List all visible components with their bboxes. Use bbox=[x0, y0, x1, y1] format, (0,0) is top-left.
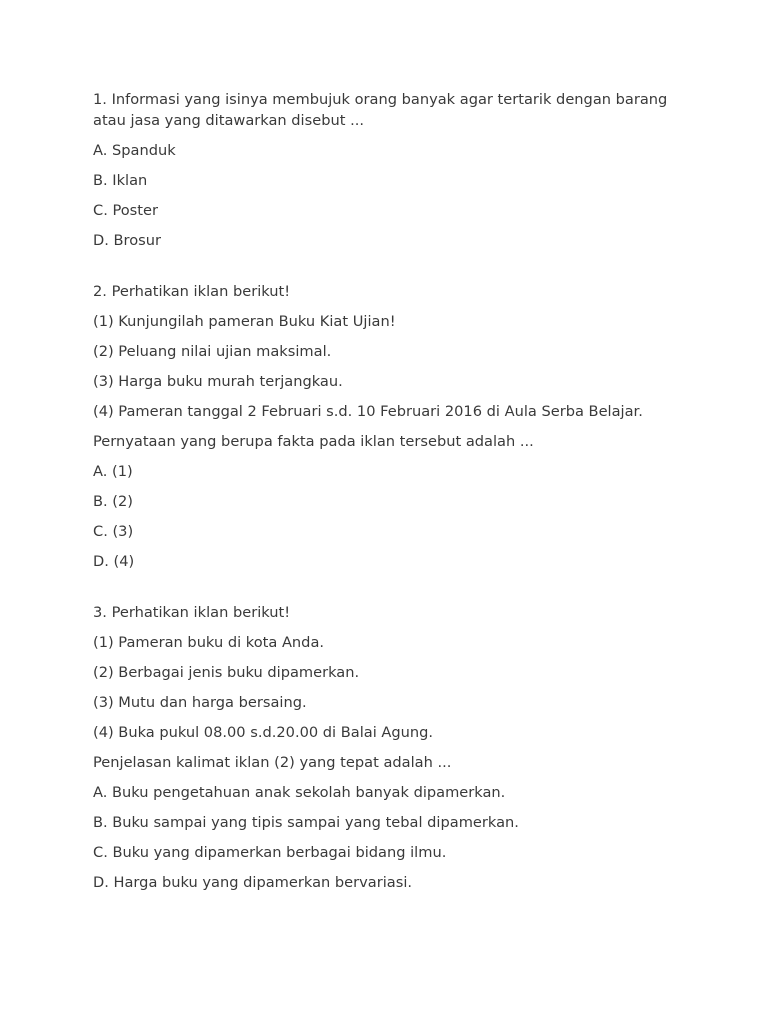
question-3-option-d: D. Harga buku yang dipamerkan bervariasi. bbox=[93, 874, 413, 891]
question-1-option-c: C. Poster bbox=[93, 202, 158, 219]
question-2-option-a: A. (1) bbox=[93, 463, 133, 480]
question-3-option-c: C. Buku yang dipamerkan berbagai bidang ilmu. bbox=[93, 844, 447, 861]
question-3-statement-4: (4) Buka pukul 08.00 s.d.20.00 di Balai Agung. bbox=[93, 724, 434, 741]
question-3-stem: 3. Perhatikan iklan berikut! bbox=[93, 604, 291, 621]
question-3-option-a: A. Buku pengetahuan anak sekolah banyak dipamerkan. bbox=[93, 784, 506, 801]
question-1 bbox=[93, 89, 693, 251]
question-3-option-b: B. Buku sampai yang tipis sampai yang tebal dipamerkan. bbox=[93, 814, 519, 831]
question-2-prompt: Pernyataan yang berupa fakta pada iklan tersebut adalah ... bbox=[93, 433, 534, 450]
question-1-option-a: A. Spanduk bbox=[93, 142, 176, 159]
question-2-option-d: D. (4) bbox=[93, 553, 135, 570]
question-2-option-c: C. (3) bbox=[93, 523, 134, 540]
question-1-stem: 1. Informasi yang isinya membujuk orang banyak agar tertarik dengan barang atau jasa yang ditawarkan disebut ... bbox=[93, 91, 668, 129]
question-2-statement-1: (1) Kunjungilah pameran Buku Kiat Ujian! bbox=[93, 313, 396, 330]
question-2-statement-4: (4) Pameran tanggal 2 Februari s.d. 10 Februari 2016 di Aula Serba Belajar. bbox=[93, 403, 643, 420]
document-page bbox=[93, 89, 693, 923]
question-3 bbox=[93, 602, 693, 893]
question-1-option-b: B. Iklan bbox=[93, 172, 148, 189]
question-2-statement-2: (2) Peluang nilai ujian maksimal. bbox=[93, 343, 332, 360]
question-3-statement-3: (3) Mutu dan harga bersaing. bbox=[93, 694, 307, 711]
question-3-statement-1: (1) Pameran buku di kota Anda. bbox=[93, 634, 325, 651]
question-3-prompt: Penjelasan kalimat iklan (2) yang tepat adalah ... bbox=[93, 754, 452, 771]
question-3-statement-2: (2) Berbagai jenis buku dipamerkan. bbox=[93, 664, 360, 681]
question-2-option-b: B. (2) bbox=[93, 493, 133, 510]
question-2-stem: 2. Perhatikan iklan berikut! bbox=[93, 283, 291, 300]
question-1-option-d: D. Brosur bbox=[93, 232, 161, 249]
question-2 bbox=[93, 281, 693, 572]
question-2-statement-3: (3) Harga buku murah terjangkau. bbox=[93, 373, 343, 390]
